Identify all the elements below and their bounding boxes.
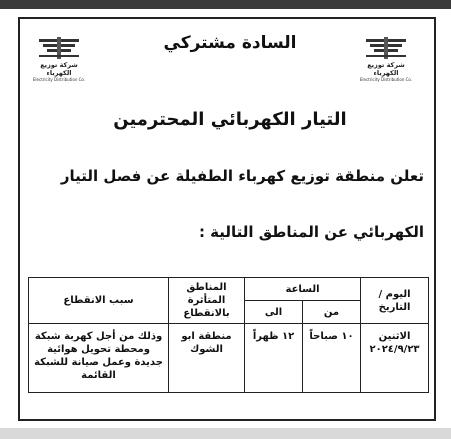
header-from: من bbox=[303, 301, 361, 324]
logo-name-ar: شركة توزيع الكهرباء bbox=[40, 61, 78, 77]
logo-name-en: Electricity Distribution Co. bbox=[359, 77, 413, 82]
cell-day-date: الاثنين ٢٠٢٤/٩/٢٣ bbox=[361, 324, 429, 393]
cell-from: ١٠ صباحاً bbox=[303, 324, 361, 393]
page-title: السادة مشتركي bbox=[163, 33, 297, 53]
header-to: الى bbox=[245, 301, 303, 324]
lightning-logo-icon bbox=[364, 35, 408, 61]
company-logo-left bbox=[28, 35, 90, 82]
top-frame-bar bbox=[0, 0, 451, 9]
announcement-line-2: الكهربائي عن المناطق التالية : bbox=[198, 223, 424, 241]
logo-name-ar: شركة توزيع الكهرباء bbox=[367, 61, 405, 77]
table-header-row bbox=[29, 278, 429, 301]
header-reason: سبب الانقطاع bbox=[29, 278, 169, 324]
bottom-frame-bar bbox=[0, 428, 451, 439]
outage-schedule-table bbox=[28, 277, 429, 393]
cell-reason: وذلك من أجل كهربة شبكة ومحطة تحويل هوائية جديدة وعمل صيانة للشبكة القائمة bbox=[29, 324, 169, 393]
company-logo-right bbox=[355, 35, 417, 82]
cell-areas: منطقة ابو الشوك bbox=[169, 324, 245, 393]
logo-name-en: Electricity Distribution Co. bbox=[32, 77, 86, 82]
table-row bbox=[29, 324, 429, 393]
page-subtitle: التيار الكهربائي المحترمين bbox=[113, 109, 347, 130]
header-time: الساعة bbox=[245, 278, 361, 301]
header-areas: المناطق المتأثرة بالانقطاع bbox=[169, 278, 245, 324]
announcement-document bbox=[18, 17, 436, 421]
lightning-logo-icon bbox=[37, 35, 81, 61]
cell-to: ١٢ ظهراً bbox=[245, 324, 303, 393]
header-day-date: اليوم / التاريخ bbox=[361, 278, 429, 324]
announcement-line-1: تعلن منطقة توزيع كهرباء الطفيلة عن فصل التيار bbox=[60, 167, 424, 185]
